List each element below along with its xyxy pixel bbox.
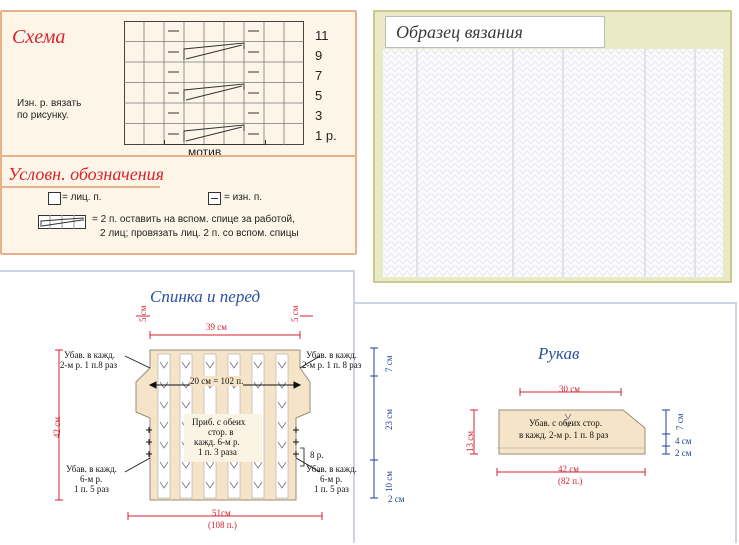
row-number-1: 1 р.: [315, 128, 337, 143]
sleeve-top-width: 30 см: [559, 384, 580, 394]
back-right-10: 10 см: [384, 471, 394, 492]
sleeve-panel: [355, 302, 737, 543]
row-number-11: 11: [315, 28, 329, 43]
sleeve-bottom-stitches: (82 п.): [558, 476, 583, 486]
back-bottom-width: 51см: [212, 508, 231, 518]
inc-line-2: стор. в: [208, 427, 234, 437]
dec-top-left-2: 2-м р. 1 п.8 раз: [60, 360, 118, 370]
back-front-title: Спинка и перед: [150, 287, 261, 306]
back-shoulder-right: 5 см: [290, 305, 300, 322]
sleeve-right-2: 2 см: [675, 448, 692, 458]
dec-bottom-right-3: 1 п. 5 раз: [314, 484, 349, 494]
legend-title: Условн. обозначения: [8, 164, 164, 184]
center-width: 20 см = 102 п.: [190, 376, 244, 386]
knit-sample-image: [383, 49, 723, 277]
sample-title-box: [385, 16, 605, 48]
purl-symbol-icon: [208, 192, 221, 205]
row-number-3: 3: [315, 108, 323, 123]
instruction-line-2: по рисунку.: [17, 110, 69, 121]
legend-divider: [2, 155, 357, 157]
back-right-2: 2 см: [388, 494, 405, 504]
row-number-5: 5: [315, 88, 323, 103]
sleeve-title: Рукав: [538, 344, 580, 363]
stitch-chart: [124, 21, 304, 145]
dec-top-left-1: Убав. в кажд.: [64, 350, 115, 360]
inc-line-4: 1 п. 3 раза: [198, 447, 237, 457]
back-front-diagram: [0, 272, 355, 545]
schema-title: Схема: [12, 26, 66, 48]
inc-box: [184, 414, 262, 462]
back-front-panel: [0, 270, 362, 543]
instruction-line-1: Изн. р. вязать: [17, 98, 82, 109]
legend-knit: = лиц. п.: [62, 192, 102, 203]
sleeve-right-4: 4 см: [675, 436, 692, 446]
sleeve-inc-line-2: в кажд. 2-м р. 1 п. 8 раз: [519, 430, 609, 440]
motif-label: мотив: [188, 145, 222, 159]
dec-bottom-left-1: Убав. в кажд.: [66, 464, 117, 474]
legend-cable-line-2: 2 лиц; провязать лиц. 2 п. со вспом. спицы: [100, 228, 299, 239]
rows-8: 8 р.: [310, 450, 324, 460]
sample-panel: [373, 10, 732, 283]
knit-symbol-icon: [48, 192, 61, 205]
sleeve-inc-line-1: Убав. с обеих стор.: [529, 418, 602, 428]
back-right-23: 23 см: [384, 409, 394, 430]
legend-cable-line-1: = 2 п. оставить на вспом. спице за работой,: [92, 214, 295, 225]
back-right-7: 7 см: [384, 355, 394, 372]
sample-title: Образец вязания: [396, 22, 523, 42]
inc-line-3: кажд. 6-м р.: [194, 437, 240, 447]
dec-bottom-right-1: Убав. в кажд.: [306, 464, 357, 474]
sleeve-bottom-width: 42 см: [558, 464, 579, 474]
schema-panel: [0, 10, 357, 255]
dec-top-right-1: Убав. в кажд.: [306, 350, 357, 360]
dec-bottom-left-2: 6-м р.: [80, 474, 103, 484]
back-shoulder-left: 5 см: [138, 305, 148, 322]
inc-line-1: Приб. с обеих: [192, 417, 246, 427]
dec-top-right-2: 2-м р. 1 п. 8 раз: [302, 360, 362, 370]
row-number-7: 7: [315, 68, 323, 83]
legend-purl: = изн. п.: [224, 192, 263, 203]
back-bottom-stitches: (108 п.): [208, 520, 237, 530]
row-number-9: 9: [315, 48, 323, 63]
cable-symbol-icon: [38, 215, 86, 234]
sleeve-height: 13 см: [465, 431, 475, 452]
dec-bottom-right-2: 6-м р.: [320, 474, 343, 484]
back-height-total: 42 см: [52, 417, 62, 438]
back-top-width: 39 см: [206, 322, 227, 332]
legend-title-underline: [2, 186, 160, 188]
dec-bottom-left-3: 1 п. 5 раз: [74, 484, 109, 494]
sleeve-right-7: 7 см: [675, 413, 685, 430]
